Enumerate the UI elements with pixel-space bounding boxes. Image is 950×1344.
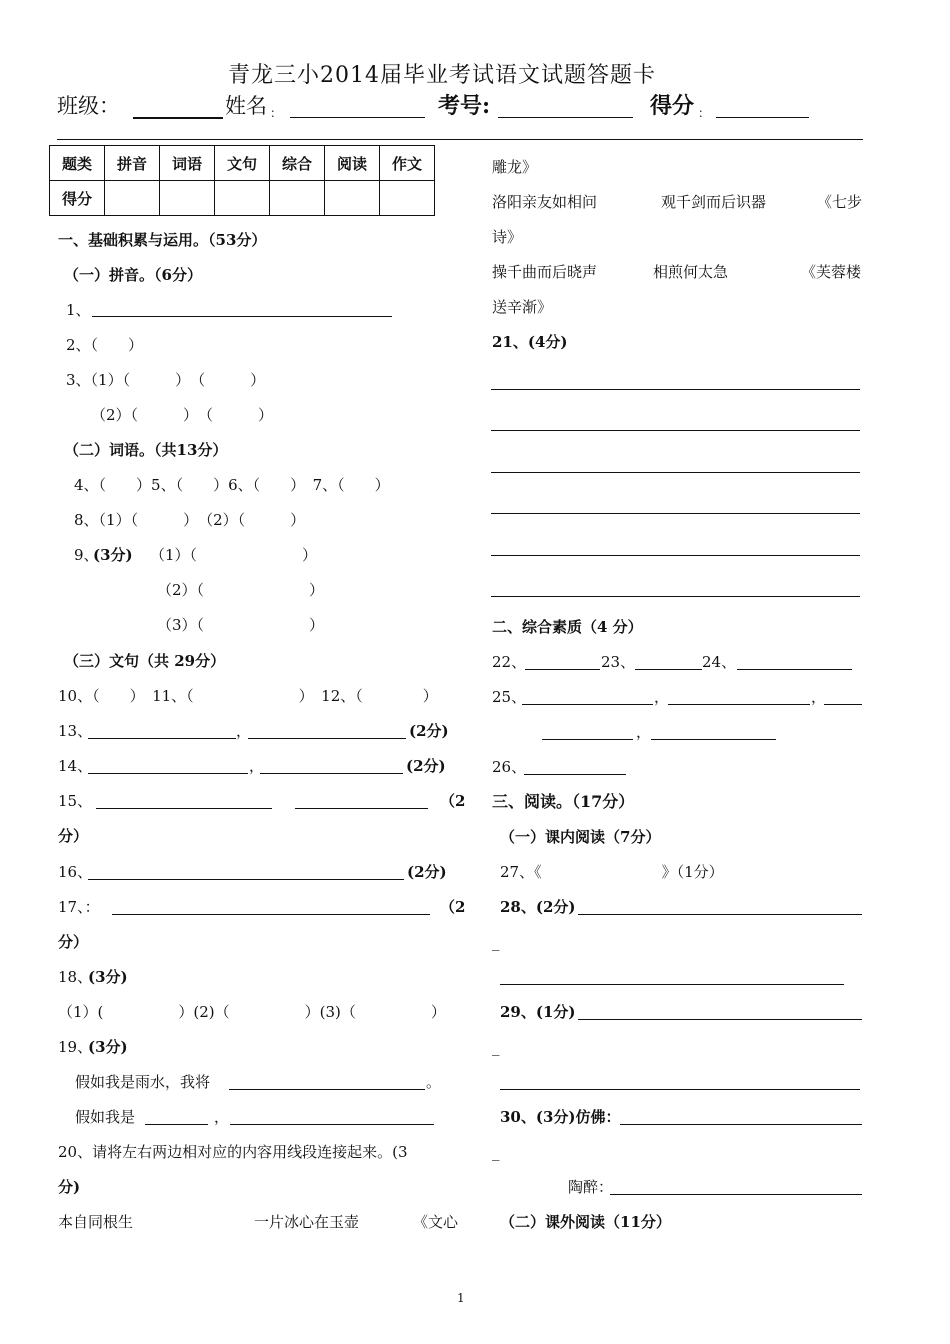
answer-line[interactable] bbox=[635, 669, 702, 670]
answer-line[interactable] bbox=[620, 1124, 862, 1125]
answer-line[interactable] bbox=[824, 704, 862, 705]
table-cell: 作文 bbox=[380, 146, 435, 181]
question-number: 13、 bbox=[58, 722, 93, 740]
question-number: 18、 bbox=[58, 968, 93, 986]
score-input-cell[interactable] bbox=[215, 181, 270, 216]
answer-line[interactable] bbox=[260, 773, 403, 774]
match-item[interactable]: 诗》 bbox=[492, 228, 523, 246]
answer-line[interactable] bbox=[491, 430, 860, 431]
comma: ， bbox=[636, 723, 652, 741]
match-item[interactable]: 《七步 bbox=[817, 193, 863, 211]
exam-no-field[interactable] bbox=[498, 101, 633, 118]
match-item[interactable]: 观千剑而后识器 bbox=[661, 193, 767, 211]
subsection-heading: （一）拼音。（6分） bbox=[64, 266, 202, 284]
subsection-heading: （二）词语。（共13分） bbox=[64, 441, 228, 459]
table-row bbox=[50, 146, 435, 181]
match-item[interactable]: 《文心 bbox=[413, 1213, 459, 1231]
table-cell: 词语 bbox=[160, 146, 215, 181]
answer-line[interactable] bbox=[491, 389, 860, 390]
points: (3分) bbox=[93, 546, 133, 564]
answer-line[interactable] bbox=[524, 774, 626, 775]
answer-line[interactable] bbox=[145, 1124, 208, 1125]
score-input-cell[interactable] bbox=[270, 181, 325, 216]
period: 。 bbox=[426, 1073, 442, 1091]
points: （2 bbox=[440, 898, 466, 916]
score-input-cell[interactable] bbox=[380, 181, 435, 216]
subsection-heading: （二）课外阅读（11分） bbox=[500, 1213, 671, 1231]
header-divider bbox=[57, 139, 863, 140]
question-number: 9、 bbox=[74, 546, 99, 564]
answer-line[interactable] bbox=[737, 669, 852, 670]
question-text: 29、(1分) bbox=[500, 1003, 576, 1021]
question-number: 16、 bbox=[58, 863, 93, 881]
answer-line[interactable] bbox=[578, 1019, 862, 1020]
question-text: （3）（ ） bbox=[157, 616, 325, 634]
answer-line[interactable] bbox=[230, 1124, 434, 1125]
line-dash: _ bbox=[492, 1038, 500, 1056]
score-input-cell[interactable] bbox=[160, 181, 215, 216]
section-heading: 一、基础积累与运用。（53分） bbox=[58, 231, 267, 249]
answer-line[interactable] bbox=[578, 914, 862, 915]
question-text: 10、（ ） 11、（ ） 12、（ ） bbox=[58, 687, 438, 705]
score-input-cell[interactable] bbox=[325, 181, 380, 216]
match-item[interactable]: 操千曲而后晓声 bbox=[492, 263, 598, 281]
points: (2分) bbox=[407, 863, 447, 881]
question-text: 3、（1）（ ） （ ） bbox=[66, 371, 266, 389]
question-text: 27、《 》（1分） bbox=[500, 863, 724, 881]
answer-line[interactable] bbox=[500, 1089, 860, 1090]
answer-line[interactable] bbox=[522, 704, 653, 705]
match-item[interactable]: 送辛渐》 bbox=[492, 298, 553, 316]
question-number: 14、 bbox=[58, 757, 93, 775]
points: 分） bbox=[58, 933, 89, 951]
table-row bbox=[50, 181, 435, 216]
exam-no-label: 考号: bbox=[438, 93, 491, 119]
answer-line[interactable] bbox=[229, 1089, 425, 1090]
answer-line[interactable] bbox=[295, 808, 428, 809]
question-text: （2）（ ） bbox=[157, 581, 325, 599]
points: (2分) bbox=[409, 722, 449, 740]
question-text: （1）（ ） bbox=[150, 546, 318, 564]
answer-line[interactable] bbox=[112, 914, 430, 915]
answer-line[interactable] bbox=[491, 555, 860, 556]
comma: ， bbox=[249, 757, 265, 775]
table-cell: 得分 bbox=[50, 181, 105, 216]
answer-line[interactable] bbox=[92, 316, 392, 317]
answer-line[interactable] bbox=[651, 739, 776, 740]
question-number: 26、 bbox=[492, 758, 527, 776]
question-number: 23、 bbox=[601, 653, 636, 671]
points: 分) bbox=[58, 1178, 81, 1196]
question-text: 20、请将左右两边相对应的内容用线段连接起来。(3 bbox=[58, 1143, 408, 1161]
question-text: （2）（ ） （ ） bbox=[91, 406, 274, 424]
table-cell: 文句 bbox=[215, 146, 270, 181]
subsection-heading: （三）文句（共 29分） bbox=[64, 652, 226, 670]
question-text: 假如我是 bbox=[75, 1108, 136, 1126]
question-text: 2、（ ） bbox=[66, 336, 144, 354]
class-field[interactable] bbox=[133, 99, 223, 119]
comma: ， bbox=[654, 688, 670, 706]
points: (2分) bbox=[406, 757, 446, 775]
question-number: 15、 bbox=[58, 792, 93, 810]
question-number: 19、 bbox=[58, 1038, 93, 1056]
score-table bbox=[49, 145, 435, 216]
question-text: 假如我是雨水，我将 bbox=[75, 1073, 211, 1091]
line-dash: _ bbox=[492, 933, 500, 951]
score-input-cell[interactable] bbox=[105, 181, 160, 216]
section-heading: 三、阅读。（17分） bbox=[492, 792, 635, 811]
question-text: （1）( ）(2)（ ）(3)（ ） bbox=[58, 1003, 446, 1021]
answer-line[interactable] bbox=[500, 984, 844, 985]
comma: ， bbox=[236, 722, 252, 740]
answer-line[interactable] bbox=[491, 472, 860, 473]
page-number: 1 bbox=[457, 1291, 465, 1305]
answer-line[interactable] bbox=[668, 704, 810, 705]
score-label: 得分 bbox=[650, 93, 695, 119]
answer-line[interactable] bbox=[88, 879, 404, 880]
answer-line[interactable] bbox=[96, 808, 272, 809]
question-number: 24、 bbox=[702, 653, 737, 671]
match-item[interactable]: 雕龙》 bbox=[492, 158, 538, 176]
question-number: 22、 bbox=[492, 653, 527, 671]
answer-line[interactable] bbox=[525, 669, 600, 670]
table-cell: 阅读 bbox=[325, 146, 380, 181]
score-field[interactable] bbox=[716, 101, 809, 118]
answer-line[interactable] bbox=[88, 738, 236, 739]
answer-line[interactable] bbox=[88, 773, 248, 774]
table-cell: 综合 bbox=[270, 146, 325, 181]
answer-line[interactable] bbox=[491, 596, 860, 597]
match-item[interactable]: 相煎何太急 bbox=[653, 263, 729, 281]
points: (3分) bbox=[88, 968, 128, 986]
match-item[interactable]: 一片冰心在玉壶 bbox=[254, 1213, 360, 1231]
question-text: 8、（1）（ ） （2）（ ） bbox=[74, 511, 306, 529]
score-colon: ： bbox=[698, 106, 711, 120]
name-colon: ： bbox=[270, 106, 283, 120]
question-number: 1、 bbox=[66, 301, 91, 319]
question-number: 25、 bbox=[492, 688, 527, 706]
answer-line[interactable] bbox=[491, 513, 860, 514]
points: (3分) bbox=[88, 1038, 128, 1056]
match-item[interactable]: 本自同根生 bbox=[58, 1213, 134, 1231]
line-dash: _ bbox=[492, 1143, 500, 1161]
points: （2 bbox=[440, 792, 466, 810]
comma: ， bbox=[214, 1108, 230, 1126]
answer-line[interactable] bbox=[248, 738, 406, 739]
question-text: 28、(2分) bbox=[500, 898, 576, 916]
question-text: 30、(3分)仿佛： bbox=[500, 1108, 621, 1126]
subsection-heading: （一）课内阅读（7分） bbox=[500, 828, 661, 846]
answer-line[interactable] bbox=[610, 1194, 862, 1195]
question-text: 陶醉： bbox=[568, 1178, 614, 1196]
question-text: 21、(4分) bbox=[492, 333, 568, 351]
match-item[interactable]: 洛阳亲友如相问 bbox=[492, 193, 598, 211]
table-cell: 拼音 bbox=[105, 146, 160, 181]
question-text: 4、（ ）5、（ ）6、（ ） 7、（ ） bbox=[74, 476, 390, 494]
question-number: 17、： bbox=[58, 898, 100, 916]
answer-line[interactable] bbox=[542, 739, 633, 740]
match-item[interactable]: 《芙蓉楼 bbox=[801, 263, 862, 281]
section-heading: 二、综合素质（4 分） bbox=[492, 618, 643, 636]
table-cell: 题类 bbox=[50, 146, 105, 181]
name-label: 姓名 bbox=[225, 94, 267, 118]
comma: ， bbox=[811, 688, 827, 706]
name-field[interactable] bbox=[290, 101, 425, 118]
points: 分） bbox=[58, 827, 89, 845]
page-title: 青龙三小2014届毕业考试语文试题答题卡 bbox=[228, 63, 656, 88]
class-label: 班级： bbox=[57, 94, 120, 118]
